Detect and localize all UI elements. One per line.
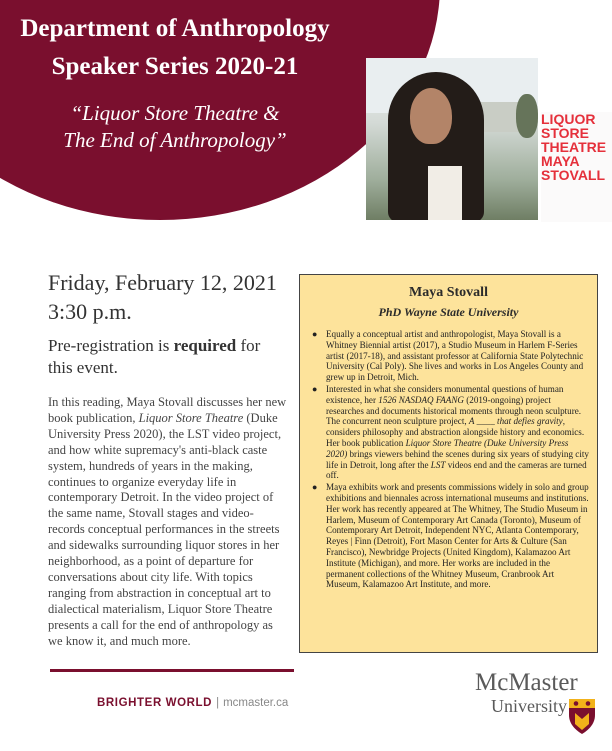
speaker-photo: [366, 58, 538, 220]
bullet-icon: ●: [312, 383, 318, 394]
divider-rule: [50, 669, 294, 672]
book-cover-line3: THEATRE: [541, 139, 607, 155]
logo-line1: McMaster: [475, 669, 578, 696]
bio-item: ● Maya exhibits work and presents commissions widely in solo and group exhibitions and biennales across international museums and institutions. Her work has recently appeared at The Whitney, The Studio Museum in Harlem, Museum of Contemporary Art Canada (Toronto), Museum of Contemporary Art Detroit, Independent NYC, Atlanta Contemporary, Reyes | Finn (Detroit), Fort Mason Center for Arts & Culture (San Francisco), Newbridge Projects (United Kingdom), Kalamazoo Art Institute (Michigan), and more. Her works are included in the permanent collections of the Whitney Museum, Cranbrook Art Museum, Kalamazoo Art Institute, and more.: [312, 482, 589, 590]
book-cover-line1: LIQUOR: [541, 111, 596, 127]
series-title: [0, 10, 350, 86]
event-time: 3:30 p.m.: [48, 299, 132, 324]
bio-list: [312, 329, 590, 591]
book-cover: [541, 112, 612, 222]
event-description: In this reading, Maya Stovall discusses her new book publication, Liquor Store Theatre (Duke University Press 2020), the LST video project, and how white supremacy's anti-black caste system, hundreds of years in the making, continues to organize everyday life in contemporary Detroit. In the video project of the same name, Stovall stages and video-records conceptual performances in the streets and sidewalks surrounding liquor stores in her neighborhood, as a point of departure for conversations about city life. With topics ranging from abstraction in conceptual art to dialectical materialism, Liquor Store Theatre presents a call for the end of anthropology as we know it, and much more.: [48, 395, 287, 648]
preregistration-note: Pre-registration is required for this event.: [48, 336, 261, 377]
speaker-bio-box: [299, 274, 598, 653]
talk-title-line2: The End of Anthropology”: [63, 128, 287, 152]
event-date: Friday, February 12, 2021: [48, 270, 277, 295]
bullet-icon: ●: [312, 482, 318, 493]
bio-item: ● Equally a conceptual artist and anthropologist, Maya Stovall is a Whitney Biennial artist (2017), a Studio Museum in Harlem F-Series artist (2017-18), and assistant professor at California State Polytechnic University (Cal Poly). She lives and works in Los Angeles County and grew up in Detroit, Mich.: [312, 329, 584, 383]
talk-title: [0, 100, 350, 154]
website-url: mcmaster.ca: [223, 697, 289, 709]
series-title-line2: Speaker Series 2020-21: [51, 53, 299, 80]
university-crest-icon: [567, 697, 597, 735]
speaker-affiliation: PhD Wayne State University: [378, 305, 519, 319]
event-datetime: [48, 268, 277, 326]
series-title-line1: Department of Anthropology: [20, 15, 330, 42]
speaker-name: Maya Stovall: [409, 285, 488, 300]
bio-item: ● Interested in what she considers monumental questions of human existence, her 1526 NASDAQ FAANG (2019-ongoing) project researches and documents historical moments through neon sculpture. The concurrent neon sculpture project, A ____ that defies gravity, considers philosophy and abstraction alongside history and economics. Her book publication Liquor Store Theatre (Duke University Press 2020) brings viewers behind the scenes during six years of studying city life in Detroit, long after the LST videos end and the cameras are turned off.: [312, 383, 589, 481]
talk-title-line1: “Liquor Store Theatre &: [70, 101, 280, 125]
book-cover-line4: MAYA: [541, 153, 580, 169]
bullet-icon: ●: [312, 329, 318, 339]
brighter-world-tagline: BRIGHTER WORLD | mcmaster.ca: [97, 697, 289, 709]
book-cover-line5: STOVALL: [541, 167, 606, 183]
logo-line2: University: [491, 696, 567, 716]
mcmaster-logo: [475, 670, 578, 716]
book-cover-line2: STORE: [541, 125, 589, 141]
